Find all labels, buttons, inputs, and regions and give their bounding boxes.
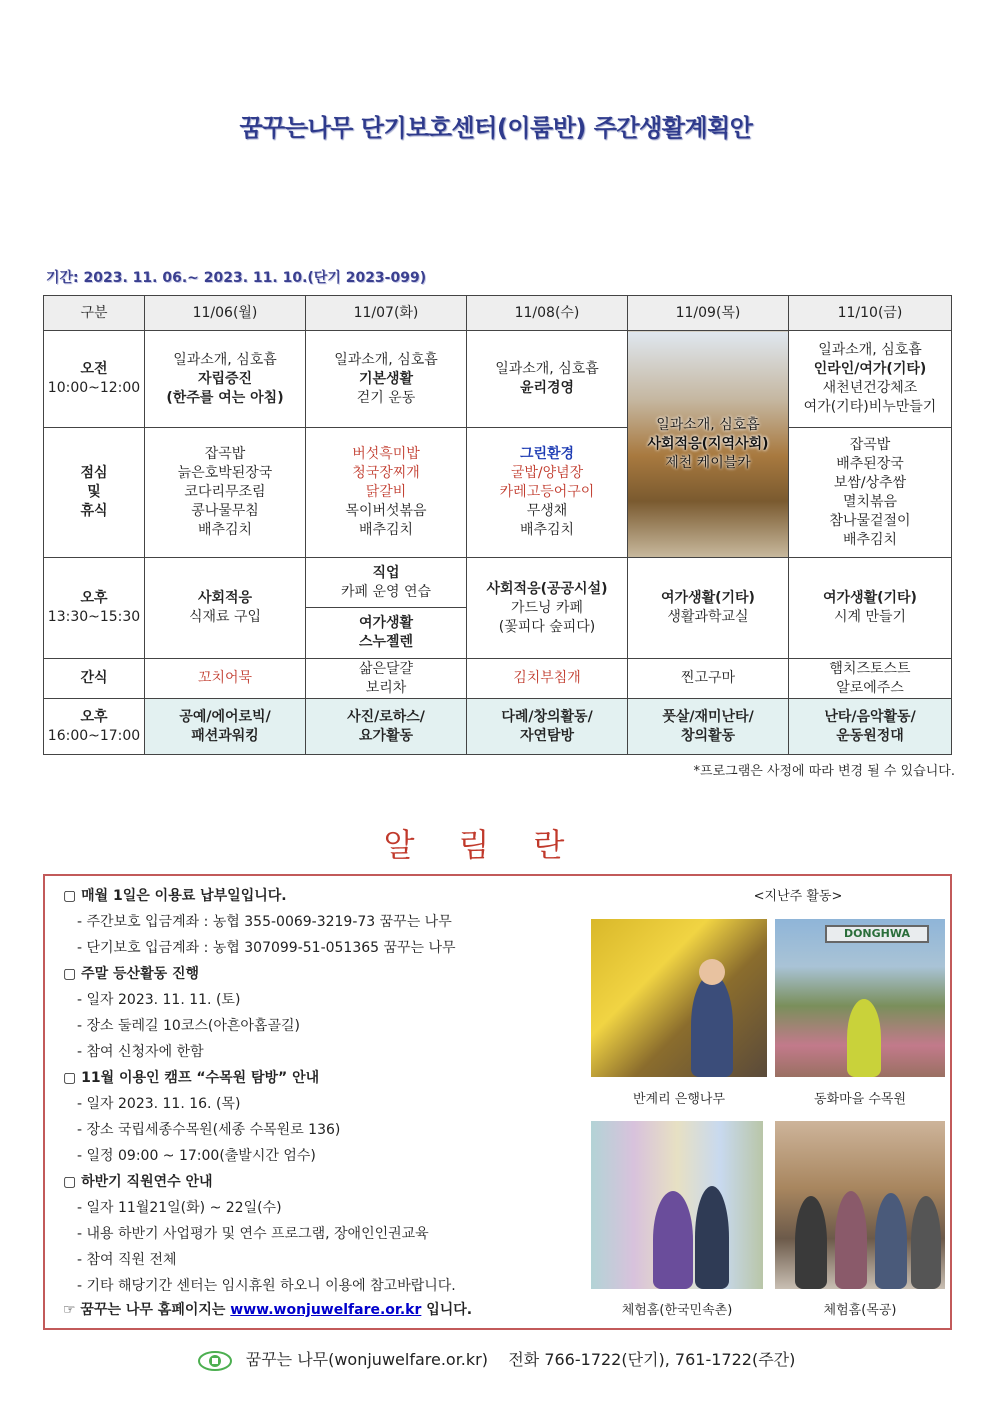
header-cell: 11/10(금) [789,296,952,331]
notice-line: ▢ 하반기 직원연수 안내 [63,1174,213,1190]
photo-caption: 체험홈(목공) [823,1303,897,1318]
cell-fri-afternoon: 여가생활(기타) 시계 만들기 [789,558,952,659]
footer-phone: 전화 766-1722(단기), 761-1722(주간) [508,1350,796,1369]
cell-fri-morning: 일과소개, 심호흡 인라인/여가(기타) 새천년건강체조 여가(기타)비누만들기 [789,331,952,428]
notice-line: - 참여 직원 전체 [77,1252,177,1268]
cell-wed-afternoon: 사회적응(공공시설) 가드닝 카페 (꽃피다 숲피다) [467,558,628,659]
afternoon-row [44,558,952,608]
homepage-link[interactable]: www.wonjuwelfare.or.kr [230,1302,422,1318]
cell-tue-morning: 일과소개, 심호흡 기본생활 걷기 운동 [306,331,467,428]
cell-fri-snack: 햄치즈토스트 알로에주스 [789,659,952,699]
notice-line: - 일자 2023. 11. 16. (목) [77,1096,241,1112]
photo-caption: 동화마을 수목원 [813,1092,907,1107]
header-cell: 11/07(화) [306,296,467,331]
notice-line: - 기타 해당기간 센터는 임시휴원 하오니 이용에 참고바랍니다. [77,1278,456,1294]
cell-tue-lunch: 버섯흑미밥 청국장찌개 닭갈비 목이버섯볶음 배추김치 [306,428,467,558]
cell-fri-lunch: 잡곡밥 배추된장국 보쌈/상추쌈 멸치볶음 참나물겉절이 배추김치 [789,428,952,558]
notice-line: - 일자 11월21일(화) ~ 22일(수) [77,1200,282,1216]
notice-box [43,874,952,1330]
cell-mon-lunch: 잡곡밥 늙은호박된장국 코다리무조림 콩나물무침 배추김치 [145,428,306,558]
header-cell: 11/08(수) [467,296,628,331]
row-label-lunch: 점심 및 휴식 [44,428,145,558]
notice-line: - 참여 신청자에 한함 [77,1044,204,1060]
cell-wed-late: 다례/창의활동/ 자연탐방 [467,699,628,755]
row-label-late: 오후 16:00~17:00 [44,699,145,755]
cell-thu-afternoon: 여가생활(기타) 생활과학교실 [628,558,789,659]
cell-thu-morning-photo: 일과소개, 심호흡 사회적응(지역사회) 제천 케이블카 [628,331,789,558]
snack-row [44,659,952,699]
period-label: 기간: 2023. 11. 06.~ 2023. 11. 10.(단기 2023-099) [46,270,427,286]
page-title: 꿈꾸는나무 단기보호센터(이룸반) 주간생활계획안 [239,114,753,142]
notice-line: - 일정 09:00 ~ 17:00(출발시간 엄수) [77,1148,316,1164]
person-head [699,959,725,985]
person-figure [795,1196,827,1289]
notice-title: 알림란 [383,826,609,864]
photo-donghwa [775,919,945,1077]
photo-folk-village [591,1121,763,1289]
homepage-prefix: ☞ 꿈꾸는 나무 홈페이지는 [63,1302,226,1318]
notice-line: - 내용 하반기 사업평가 및 연수 프로그램, 장애인인권교육 [77,1226,429,1242]
cell-fri-late: 난타/음악활동/ 운동원정대 [789,699,952,755]
person-figure [911,1196,941,1289]
lunch-row [44,428,952,558]
photo-ginkgo [591,919,767,1077]
person-figure [653,1191,693,1289]
notice-line: ▢ 11월 이용인 캠프 “수목원 탐방” 안내 [63,1070,320,1086]
org-logo-icon [197,1350,233,1372]
header-cell: 11/09(목) [628,296,789,331]
cell-tue-snack: 삶은달걀 보리차 [306,659,467,699]
last-week-label: <지난주 활동> [753,889,843,904]
photo-caption: 체험홈(한국민속촌) [621,1303,733,1318]
notice-line: - 장소 둘레길 10코스(아흔아홉골길) [77,1018,300,1034]
cell-wed-lunch: 그린환경 굴밥/양념장 카레고등어구이 무생채 배추김치 [467,428,628,558]
cell-thu-late: 풋살/재미난타/ 창의활동 [628,699,789,755]
person-figure [691,974,733,1077]
header-row [44,296,952,331]
row-label-morning: 오전 10:00~12:00 [44,331,145,428]
donghwa-sign: DONGHWA [825,925,929,943]
row-label-snack: 간식 [44,659,145,699]
header-cell: 11/06(월) [145,296,306,331]
footer-org: 꿈꾸는 나무(wonjuwelfare.or.kr) [245,1350,488,1369]
late-row [44,699,952,755]
notice-line: - 장소 국립세종수목원(세종 수목원로 136) [77,1122,341,1138]
homepage-line [63,1300,472,1320]
photo-caption: 반계리 은행나무 [632,1092,726,1107]
morning-row [44,331,952,428]
notice-line: ▢ 매월 1일은 이용료 납부일입니다. [63,888,287,904]
notice-line: - 주간보호 입금계좌 : 농협 355-0069-3219-73 꿈꾸는 나무 [77,914,452,930]
cell-mon-late: 공예/에어로빅/ 패션과워킹 [145,699,306,755]
schedule-note: *프로그램은 사정에 따라 변경 될 수 있습니다. [693,764,955,779]
notice-line: - 일자 2023. 11. 11. (토) [77,992,241,1008]
cell-mon-afternoon: 사회적응 식재료 구입 [145,558,306,659]
photo-woodwork [775,1121,945,1289]
person-figure [695,1186,729,1289]
cell-wed-snack: 김치부침개 [467,659,628,699]
person-figure [835,1191,867,1289]
notice-line: - 단기보호 입금계좌 : 농협 307099-51-051365 꿈꾸는 나무 [77,940,456,956]
row-label-afternoon: 오후 13:30~15:30 [44,558,145,659]
notice-line: ▢ 주말 등산활동 진행 [63,966,200,982]
cell-wed-morning: 일과소개, 심호흡 윤리경영 [467,331,628,428]
header-cell: 구분 [44,296,145,331]
cell-mon-morning: 일과소개, 심호흡 자립증진 (한주를 여는 아침) [145,331,306,428]
cell-tue-afternoon-a: 직업 카페 운영 연습 [306,558,467,608]
cell-tue-late: 사진/로하스/ 요가활동 [306,699,467,755]
cell-mon-snack: 꼬치어묵 [145,659,306,699]
cell-thu-snack: 찐고구마 [628,659,789,699]
person-figure [847,999,881,1077]
homepage-suffix: 입니다. [426,1302,473,1318]
cell-tue-afternoon-b: 여가생활 스누젤렌 [306,608,467,659]
weekly-schedule-table [43,295,952,755]
person-figure [875,1193,907,1289]
footer [0,1347,992,1372]
